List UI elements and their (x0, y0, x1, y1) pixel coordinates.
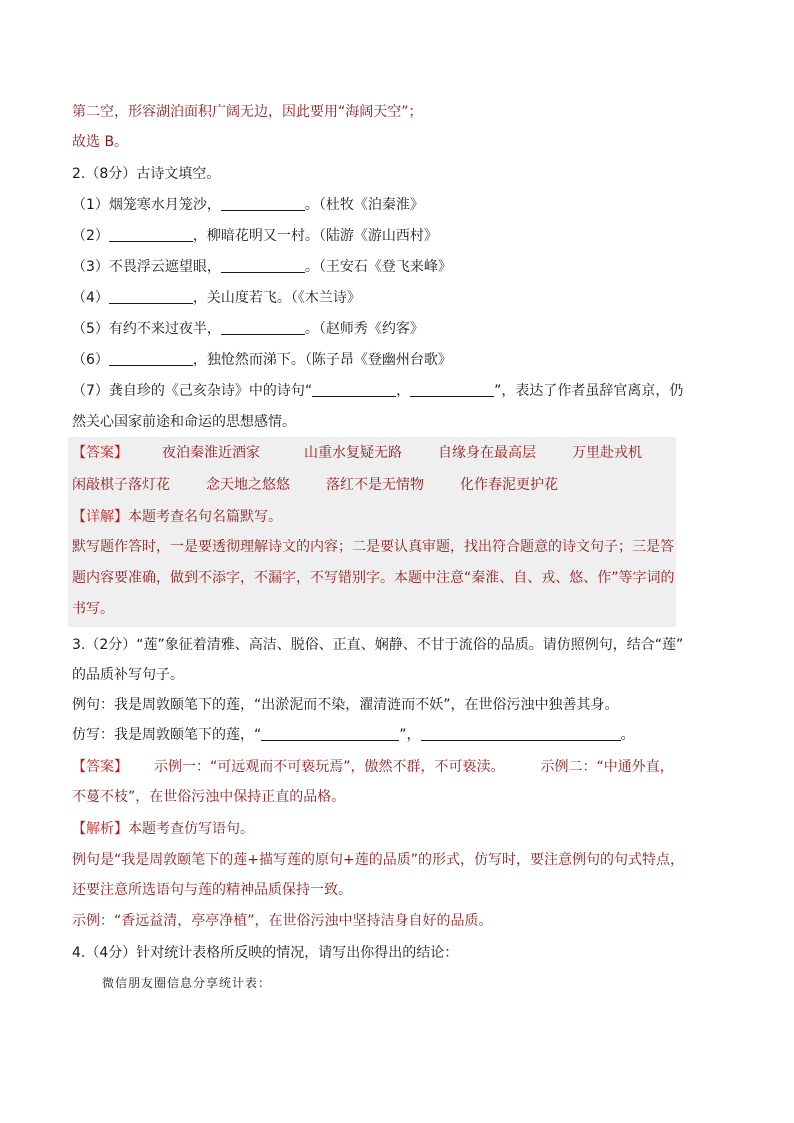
q2-detail-title: 【详解】本题考查名句名篇默写。 (72, 509, 282, 525)
prev-answer-line: 第二空，形容湖泊面积广阔无边，因此要用“海阔天空”； (72, 104, 423, 120)
q2-item-5: （5）有约不来过夜半， 。（赵师秀《约客》 (72, 321, 424, 337)
detail-tag: 【详解】 (72, 509, 128, 525)
q2-detail-p3: 书写。 (72, 601, 114, 617)
fill-blank (109, 351, 193, 366)
q3-analysis-p2: 还要注意所选语句与莲的精神品质保持一致。 (72, 882, 352, 898)
fill-blank (221, 258, 305, 273)
fill-blank (221, 196, 305, 211)
fill-blank (109, 289, 193, 304)
answer-item: 万里赴戎机 (572, 445, 642, 461)
q3-title-2: 的品质补写句子。 (72, 667, 184, 683)
prev-answer-choice: 故选 B。 (72, 134, 129, 150)
answer-tag: 【答案】 (72, 445, 128, 461)
q3-answer-cont: 不蔓不枝”，在世俗污浊中保持正直的品格。 (72, 789, 346, 805)
answer-item: 夜泊秦淮近酒家 (162, 445, 260, 461)
q3-title-1: 3.（2分）“莲”象征着清雅、高洁、脱俗、正直、娴静、不甘于流俗的品质。请仿照例句，结合“莲” (72, 637, 684, 653)
answer-item: 念天地之悠悠 (206, 477, 290, 493)
q3-analysis-p3: 示例：“香远益清，亭亭净植”，在世俗污浊中坚持洁身自好的品质。 (72, 913, 493, 929)
q2-answer-block (68, 437, 676, 627)
q2-title: 2.（8分）古诗文填空。 (72, 166, 221, 182)
answer-item: 化作春泥更护花 (460, 477, 558, 493)
analysis-tag: 【解析】 (72, 821, 128, 837)
answer-item: 山重水复疑无路 (304, 445, 402, 461)
q3-answer: 【答案】 示例一：“可远观而不可亵玩焉”，傲然不群，不可亵渎。 示例二：“中通外直， (72, 759, 674, 775)
answer-tag: 【答案】 (72, 759, 128, 775)
q2-item-3: （3）不畏浮云遮望眼， 。（王安石《登飞来峰》 (72, 259, 452, 275)
fill-blank (261, 726, 399, 741)
q3-analysis-title: 【解析】本题考查仿写语句。 (72, 821, 254, 837)
answer-item: 闲敲棋子落灯花 (72, 477, 170, 493)
q2-detail-p2: 题内容要准确，做到不添字，不漏字，不写错别字。本题中注意“秦淮、自、戎、悠、作”等字词的 (72, 570, 675, 586)
fill-blank (221, 320, 305, 335)
q2-item-7-cont: 然关心国家前途和命运的思想感情。 (72, 414, 296, 430)
answer-item: 自缘身在最高层 (438, 445, 536, 461)
q4-title: 4.（4分）针对统计表格所反映的情况，请写出你得出的结论： (72, 945, 459, 961)
answer-item: 落红不是无情物 (326, 477, 424, 493)
q2-item-4: （4） ，关山度若飞。（《木兰诗》 (72, 290, 361, 306)
q2-detail-p1: 默写题作答时，一是要透彻理解诗文的内容；二是要认真审题，找出符合题意的诗文句子；三是答 (72, 539, 674, 555)
q2-item-7: （7）龚自珍的《己亥杂诗》中的诗句“ ， ”，表达了作者虽辞官离京，仍 (72, 383, 684, 399)
fill-blank (410, 382, 494, 397)
q2-item-2: （2） ，柳暗花明又一村。（陆游《游山西村》 (72, 228, 438, 244)
q3-example: 例句：我是周敦颐笔下的莲，“出淤泥而不染，濯清涟而不妖”，在世俗污浊中独善其身。 (72, 697, 619, 713)
q2-answers-row-1 (72, 443, 642, 463)
q3-imitate: 仿写：我是周敦颐笔下的莲，“ ”， 。 (72, 727, 635, 743)
fill-blank (312, 382, 396, 397)
q3-analysis-p1: 例句是“我是周敦颐笔下的莲+描写莲的原句+莲的品质”的形式，仿写时，要注意例句的句式特点， (72, 852, 684, 868)
q2-item-6: （6） ，独怆然而涕下。（陈子昂《登幽州台歌》 (72, 352, 452, 368)
q2-item-1: （1）烟笼寒水月笼沙， 。（杜牧《泊秦淮》 (72, 197, 424, 213)
fill-blank (421, 726, 621, 741)
fill-blank (109, 227, 193, 242)
q2-answers-row-2 (72, 475, 558, 495)
q4-table-caption: 微信朋友圈信息分享统计表： (102, 976, 272, 990)
